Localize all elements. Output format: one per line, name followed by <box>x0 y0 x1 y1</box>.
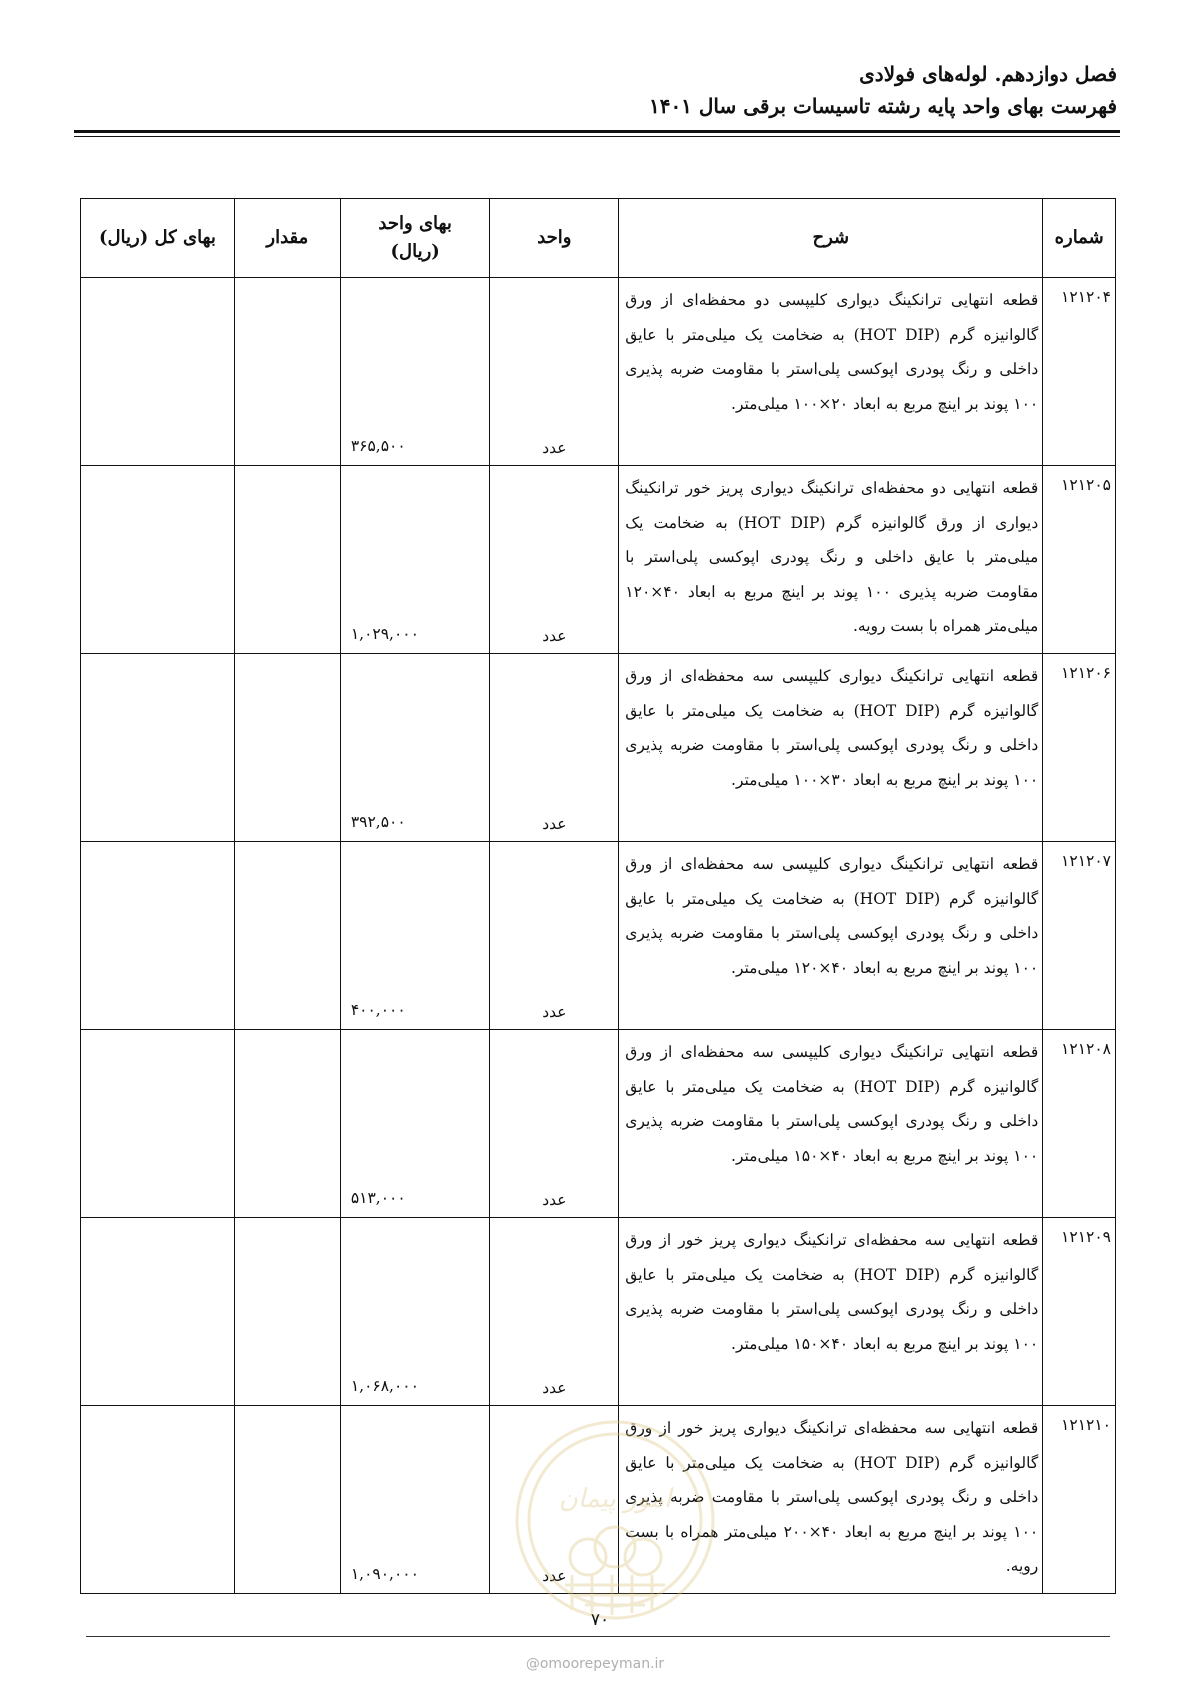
item-description: قطعه انتهایی ترانکینگ دیواری کلیپسی سه محفظه‌ای از ورق گالوانیزه گرم (HOT DIP) به ضخامت یک میلی‌متر با عایق داخلی و رنگ پودری اپوکسی پلی‌استر با مقاومت ضربه پذیری ۱۰۰ پوند بر اینچ مربع به ابعاد ۴۰×۱۵۰ میلی‌متر. <box>619 1030 1043 1218</box>
item-unit: عدد <box>490 1030 619 1218</box>
item-unit: عدد <box>490 1406 619 1594</box>
item-quantity <box>234 278 340 466</box>
item-total <box>81 1030 235 1218</box>
item-description: قطعه انتهایی ترانکینگ دیواری کلیپسی سه محفظه‌ای از ورق گالوانیزه گرم (HOT DIP) به ضخامت یک میلی‌متر با عایق داخلی و رنگ پودری اپوکسی پلی‌استر با مقاومت ضربه پذیری ۱۰۰ پوند بر اینچ مربع به ابعاد ۳۰×۱۰۰ میلی‌متر. <box>619 654 1043 842</box>
item-description: قطعه انتهایی سه محفظه‌ای ترانکینگ دیواری پریز خور از ورق گالوانیزه گرم (HOT DIP) به ضخامت یک میلی‌متر با عایق داخلی و رنگ پودری اپوکسی پلی‌استر با مقاومت ضربه پذیری ۱۰۰ پوند بر اینچ مربع به ابعاد ۴۰×۱۵۰ میلی‌متر. <box>619 1218 1043 1406</box>
item-number: ۱۲۱۲۱۰ <box>1043 1406 1116 1594</box>
item-unit-price: ۳۶۵,۵۰۰ <box>340 278 490 466</box>
table-row <box>81 842 1116 1030</box>
header-unit: واحد <box>490 199 619 278</box>
header-rule-thick <box>74 130 1120 133</box>
footer-website: @omoorepeyman.ir <box>525 1656 665 1672</box>
header-description: شرح <box>619 199 1043 278</box>
item-unit: عدد <box>490 842 619 1030</box>
item-unit: عدد <box>490 654 619 842</box>
chapter-title: فصل دوازدهم. لوله‌های فولادی <box>859 62 1117 86</box>
item-unit-price: ۴۰۰,۰۰۰ <box>340 842 490 1030</box>
item-description: قطعه انتهایی ترانکینگ دیواری کلیپسی سه محفظه‌ای از ورق گالوانیزه گرم (HOT DIP) به ضخامت یک میلی‌متر با عایق داخلی و رنگ پودری اپوکسی پلی‌استر با مقاومت ضربه پذیری ۱۰۰ پوند بر اینچ مربع به ابعاد ۴۰×۱۲۰ میلی‌متر. <box>619 842 1043 1030</box>
item-quantity <box>234 842 340 1030</box>
item-quantity <box>234 1406 340 1594</box>
item-unit-price: ۳۹۲,۵۰۰ <box>340 654 490 842</box>
item-number: ۱۲۱۲۰۷ <box>1043 842 1116 1030</box>
table-row <box>81 654 1116 842</box>
item-quantity <box>234 466 340 654</box>
item-number: ۱۲۱۲۰۴ <box>1043 278 1116 466</box>
footer-rule <box>86 1636 1110 1637</box>
item-number: ۱۲۱۲۰۵ <box>1043 466 1116 654</box>
table-row <box>81 466 1116 654</box>
header-total: بهای کل (ریال) <box>81 199 235 278</box>
table-row <box>81 1030 1116 1218</box>
header-unit-price-currency: (ریال) <box>390 241 440 262</box>
item-number: ۱۲۱۲۰۹ <box>1043 1218 1116 1406</box>
item-unit-price: ۱,۰۶۸,۰۰۰ <box>340 1218 490 1406</box>
header-number: شماره <box>1043 199 1116 278</box>
item-unit-price: ۵۱۳,۰۰۰ <box>340 1030 490 1218</box>
item-description: قطعه انتهایی سه محفظه‌ای ترانکینگ دیواری پریز خور از ورق گالوانیزه گرم (HOT DIP) به ضخامت یک میلی‌متر با عایق داخلی و رنگ پودری اپوکسی پلی‌استر با مقاومت ضربه پذیری ۱۰۰ پوند بر اینچ مربع به ابعاد ۴۰×۲۰۰ میلی‌متر همراه با بست رویه. <box>619 1406 1043 1594</box>
table-row <box>81 278 1116 466</box>
item-unit-price: ۱,۰۲۹,۰۰۰ <box>340 466 490 654</box>
item-unit-price: ۱,۰۹۰,۰۰۰ <box>340 1406 490 1594</box>
svg-text:امور پیمان: امور پیمان <box>558 1484 672 1514</box>
item-total <box>81 278 235 466</box>
item-total <box>81 1218 235 1406</box>
table-row <box>81 1218 1116 1406</box>
item-quantity <box>234 1218 340 1406</box>
header-quantity: مقدار <box>234 199 340 278</box>
table-header-row <box>81 199 1116 278</box>
item-total <box>81 842 235 1030</box>
item-quantity <box>234 654 340 842</box>
page-number: ۷۰ <box>590 1610 610 1630</box>
item-number: ۱۲۱۲۰۸ <box>1043 1030 1116 1218</box>
header-unit-price <box>340 199 490 278</box>
page-header <box>57 58 1117 122</box>
header-rule-thin <box>74 136 1120 137</box>
seal-watermark-icon <box>510 1415 720 1625</box>
item-unit: عدد <box>490 1218 619 1406</box>
price-table <box>80 198 1116 1594</box>
item-unit: عدد <box>490 278 619 466</box>
item-total <box>81 466 235 654</box>
item-total <box>81 1406 235 1594</box>
item-number: ۱۲۱۲۰۶ <box>1043 654 1116 842</box>
item-quantity <box>234 1030 340 1218</box>
item-description: قطعه انتهایی دو محفظه‌ای ترانکینگ دیواری پریز خور ترانکینگ دیواری از ورق گالوانیزه گرم (HOT DIP) به ضخامت یک میلی‌متر با عایق داخلی و رنگ پودری اپوکسی پلی‌استر با مقاومت ضربه پذیری ۱۰۰ پوند بر اینچ مربع به ابعاد ۴۰×۱۲۰ میلی‌متر همراه با بست رویه. <box>619 466 1043 654</box>
item-unit: عدد <box>490 466 619 654</box>
document-subtitle: فهرست بهای واحد پایه رشته تاسیسات برقی سال ۱۴۰۱ <box>648 94 1117 118</box>
item-total <box>81 654 235 842</box>
header-unit-price-label: بهای واحد <box>378 213 452 234</box>
item-description: قطعه انتهایی ترانکینگ دیواری کلیپسی دو محفظه‌ای از ورق گالوانیزه گرم (HOT DIP) به ضخامت یک میلی‌متر با عایق داخلی و رنگ پودری اپوکسی پلی‌استر با مقاومت ضربه پذیری ۱۰۰ پوند بر اینچ مربع به ابعاد ۲۰×۱۰۰ میلی‌متر. <box>619 278 1043 466</box>
